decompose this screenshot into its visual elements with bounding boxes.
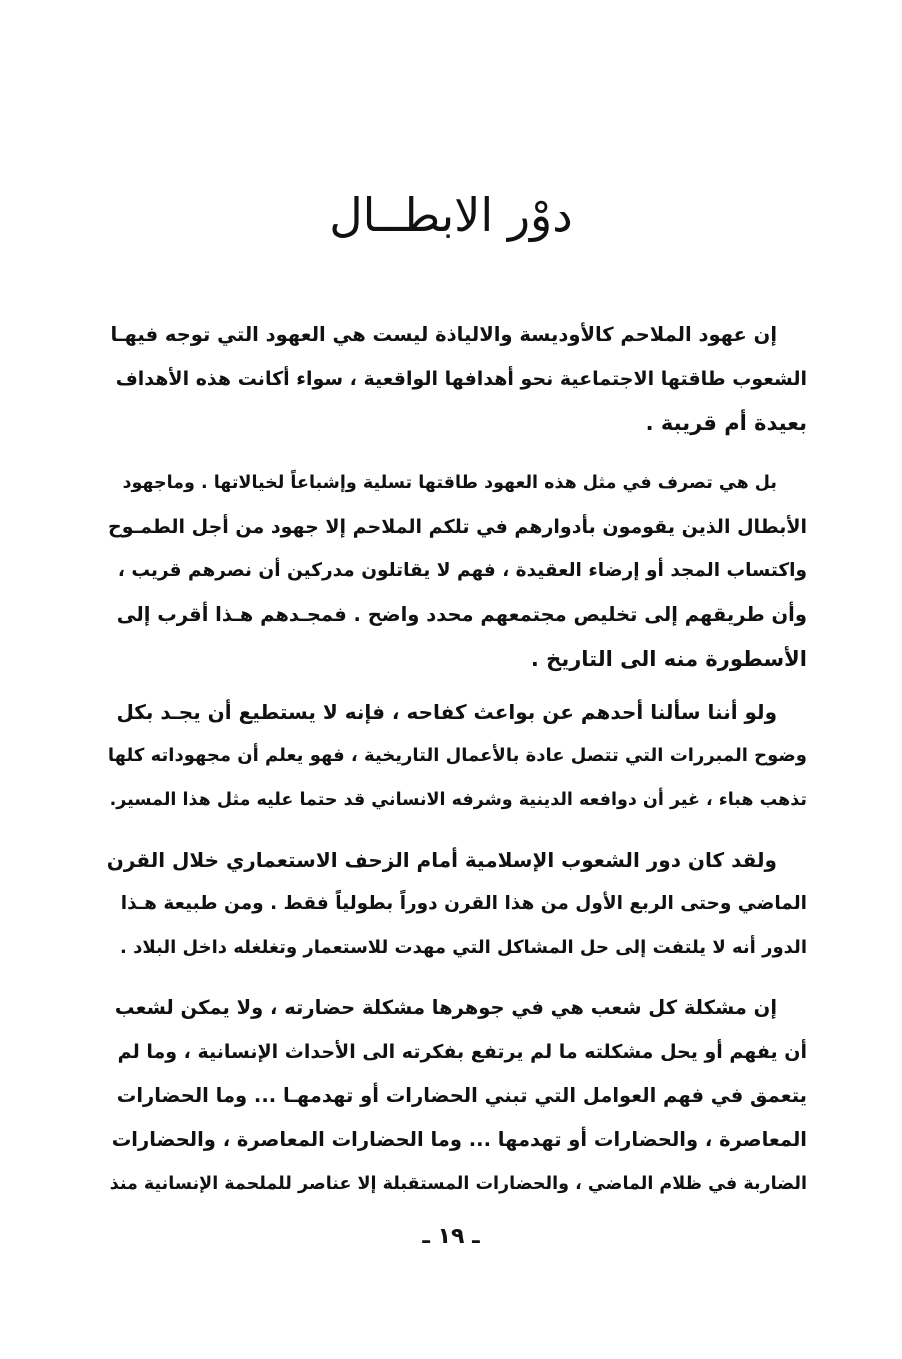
paragraph-line: بعيدة أم قريبة .	[645, 411, 807, 435]
paragraph-2	[107, 461, 807, 681]
paragraph-line: يتعمق في فهم العوامل التي تبني الحضارات أو تهدمهـا ... وما الحضارات	[116, 1084, 807, 1107]
paragraph-line: الدور أنه لا يلتفت إلى حل المشاكل التي مهدت للاستعمار وتغلغله داخل البلاد .	[119, 937, 807, 958]
paragraph-line: تذهب هباء ، غير أن دوافعه الدينية وشرفه الانساني قد حتما عليه مثل هذا المسير.	[109, 790, 807, 810]
paragraph-line: إن عهود الملاحم كالأوديسة والالياذة ليست هي العهود التي توجه فيهـا	[110, 323, 777, 346]
paragraph-line: وأن طريقهم إلى تخليص مجتمعهم محدد واضح . فمجـدهم هـذا أقرب إلى	[116, 603, 807, 626]
paragraph-line: الضاربة في ظلام الماضي ، والحضارات المستقبلة إلا عناصر للملحمة الإنسانية منذ	[109, 1174, 807, 1194]
paragraph-line: الأسطورة منه الى التاريخ .	[530, 647, 807, 671]
paragraph-line: ولو أننا سألنا أحدهم عن بواعث كفاحه ، فإنه لا يستطيع أن يجـد بكل	[116, 700, 777, 724]
paragraph-line: بل هي تصرف في مثل هذه العهود طاقتها تسلية وإشباعاً لخيالاتها . وماجهود	[122, 473, 777, 493]
paragraph-3	[107, 690, 807, 822]
paragraph-line: إن مشكلة كل شعب هي في جوهرها مشكلة حضارته ، ولا يمكن لشعب	[114, 996, 777, 1019]
chapter-title: دوْر الابطــال	[329, 188, 573, 242]
paragraph-line: الماضي وحتى الربع الأول من هذا القرن دوراً بطولياً فقط . ومن طبيعة هـذا	[120, 893, 807, 914]
paragraph-line: الشعوب طاقتها الاجتماعية نحو أهدافها الواقعية ، سواء أكانت هذه الأهداف	[115, 368, 807, 390]
page-number: ـ ١٩ ـ	[422, 1224, 480, 1249]
paragraph-1	[107, 313, 807, 445]
paragraph-line: أن يفهم أو يحل مشكلته ما لم يرتفع بفكرته الى الأحداث الإنسانية ، وما لم	[117, 1041, 807, 1063]
paragraph-line: المعاصرة ، والحضارات أو تهدمها ... وما الحضارات المعاصرة ، والحضارات	[111, 1128, 807, 1151]
paragraph-5	[107, 986, 807, 1206]
paragraph-line: الأبطال الذين يقومون بأدوارهم في تلكم الملاحم إلا جهود من أجل الطمـوح	[108, 516, 807, 538]
paragraph-line: ولقد كان دور الشعوب الإسلامية أمام الزحف الاستعماري خلال القرن	[107, 848, 777, 872]
paragraph-line: واكتساب المجد أو إرضاء العقيدة ، فهم لا يقاتلون مدركين أن نصرهم قريب ،	[117, 560, 807, 581]
paragraph-4	[107, 838, 807, 970]
paragraph-line: وضوح المبررات التي تتصل عادة بالأعمال التاريخية ، فهو يعلم أن مجهوداته كلها	[107, 745, 807, 766]
